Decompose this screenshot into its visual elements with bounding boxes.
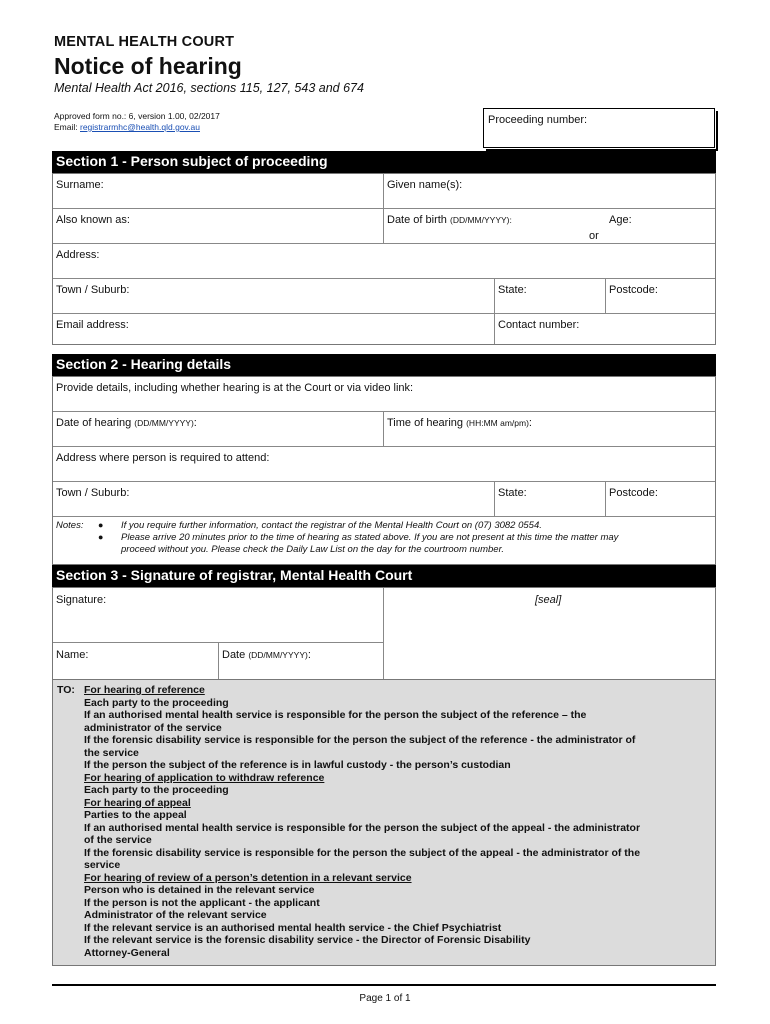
recipient-line: If an authorised mental health service is responsible for the person the subject of the appeal - the administrator [84, 821, 641, 834]
email-label: Email: [54, 122, 78, 132]
recipient-line: For hearing of reference [84, 684, 205, 696]
also-known-as-field[interactable]: Also known as: [56, 214, 130, 226]
section3-header [52, 565, 716, 587]
recipient-line: of the service [84, 834, 152, 846]
surname-field[interactable]: Surname: [56, 179, 104, 191]
dob-label: Date of birth [387, 214, 447, 226]
note-2b: proceed without you. Please check the Daily Law List on the day for the courtroom number. [121, 544, 505, 555]
contact-number-field[interactable]: Contact number: [498, 319, 580, 331]
approved-form-number: Approved form no.: 6, version 1.00, 02/2017 [54, 111, 220, 121]
email-address-field[interactable]: Email address: [56, 319, 129, 331]
section1-header [52, 151, 716, 173]
recipients-box [52, 679, 716, 966]
hearing-time-colon: : [528, 417, 532, 429]
registrar-name-field[interactable]: Name: [56, 649, 89, 661]
act-reference: Mental Health Act 2016, sections 115, 127, 543 and 674 [54, 81, 364, 95]
hearing-town-field[interactable]: Town / Suburb: [56, 487, 130, 499]
recipient-line: Administrator of the relevant service [84, 909, 267, 921]
hearing-date-label: Date of hearing [56, 417, 132, 429]
section3-body [52, 587, 716, 680]
section1-body [52, 173, 716, 345]
note-2a: Please arrive 20 minutes prior to the time of hearing as stated above. If you are not present at this time the matter may [121, 532, 619, 543]
hearing-postcode-field[interactable]: Postcode: [609, 487, 658, 499]
proceeding-number-field[interactable] [483, 108, 715, 148]
age-field[interactable]: Age: [609, 214, 632, 226]
postcode-field[interactable]: Postcode: [609, 284, 658, 296]
note-1: If you require further information, contact the registrar of the Mental Health Court on (07) 3082 0554. [121, 520, 542, 531]
section3-title: Section 3 - Signature of registrar, Mental Health Court [56, 567, 413, 583]
recipient-line: If the forensic disability service is responsible for the person the subject of the reference - the administrator of [84, 734, 636, 746]
hearing-state-field[interactable]: State: [498, 487, 527, 499]
section2-header [52, 354, 716, 376]
to-label: TO: [57, 684, 75, 696]
email-line [54, 122, 220, 133]
recipient-line: Person who is detained in the relevant service [84, 884, 315, 896]
seal-area: [seal] [535, 594, 562, 606]
recipient-line: Each party to the proceeding [84, 696, 229, 709]
section1-title: Section 1 - Person subject of proceeding [56, 153, 328, 169]
footer-rule [52, 984, 716, 986]
date-of-birth-field[interactable] [387, 214, 512, 226]
recipient-line: If the relevant service is an authorised mental health service - the Chief Psychiatrist [84, 921, 502, 934]
recipient-line: Each party to the proceeding [84, 784, 229, 796]
date-of-hearing-field[interactable] [56, 417, 197, 429]
hearing-details-field[interactable]: Provide details, including whether hearing is at the Court or via video link: [56, 382, 414, 394]
recipient-line: For hearing of review of a person’s detention in a relevant service [84, 871, 412, 884]
recipient-line: the service [84, 746, 139, 759]
recipient-line: service [84, 859, 121, 871]
hearing-time-label: Time of hearing [387, 417, 464, 429]
form-title: Notice of hearing [54, 53, 242, 79]
section2-title: Section 2 - Hearing details [56, 356, 232, 372]
hearing-date-format: (DD/MM/YYYY) [134, 418, 194, 428]
approved-form-info [54, 111, 220, 133]
recipient-line: Parties to the appeal [84, 809, 187, 821]
attend-address-field[interactable]: Address where person is required to attend: [56, 452, 270, 464]
or-label: or [589, 230, 599, 242]
town-suburb-field[interactable]: Town / Suburb: [56, 284, 130, 296]
address-field[interactable]: Address: [56, 249, 100, 261]
email-link[interactable]: registrarmhc@health.qld.gov.au [80, 122, 200, 132]
recipient-line: Attorney-General [84, 946, 170, 959]
signature-date-field[interactable] [222, 649, 311, 661]
recipient-line: For hearing of appeal [84, 796, 191, 809]
signature-date-format: (DD/MM/YYYY) [248, 650, 308, 660]
state-field[interactable]: State: [498, 284, 527, 296]
bullet-icon: ● [98, 532, 104, 542]
court-name: MENTAL HEALTH COURT [54, 34, 235, 50]
time-of-hearing-field[interactable] [387, 417, 532, 429]
recipient-line: If the forensic disability service is responsible for the person the subject of the appeal - the administrator of the [84, 846, 641, 859]
recipient-line: If the person is not the applicant - the applicant [84, 896, 320, 909]
hearing-date-colon: : [193, 417, 197, 429]
recipient-line: administrator of the service [84, 721, 222, 734]
recipient-line: If the person the subject of the reference is in lawful custody - the person’s custodian [84, 759, 511, 771]
recipient-line: For hearing of application to withdraw reference [84, 771, 325, 784]
signature-date-colon: : [307, 649, 311, 661]
notes-label: Notes: [56, 520, 84, 531]
signature-field[interactable]: Signature: [56, 594, 107, 606]
hearing-time-format: (HH:MM am/pm) [466, 418, 529, 428]
given-names-field[interactable]: Given name(s): [387, 179, 463, 191]
dob-format: (DD/MM/YYYY): [449, 215, 512, 225]
bullet-icon: ● [98, 520, 104, 530]
proceeding-number-label: Proceeding number: [488, 114, 588, 126]
section2-body [52, 376, 716, 565]
signature-date-label: Date [222, 649, 246, 661]
page-number: Page 1 of 1 [359, 993, 411, 1004]
recipient-line: If the relevant service is the forensic disability service - the Director of Forensic Disability [84, 934, 531, 946]
recipient-line: If an authorised mental health service is responsible for the person the subject of the reference – the [84, 709, 587, 721]
